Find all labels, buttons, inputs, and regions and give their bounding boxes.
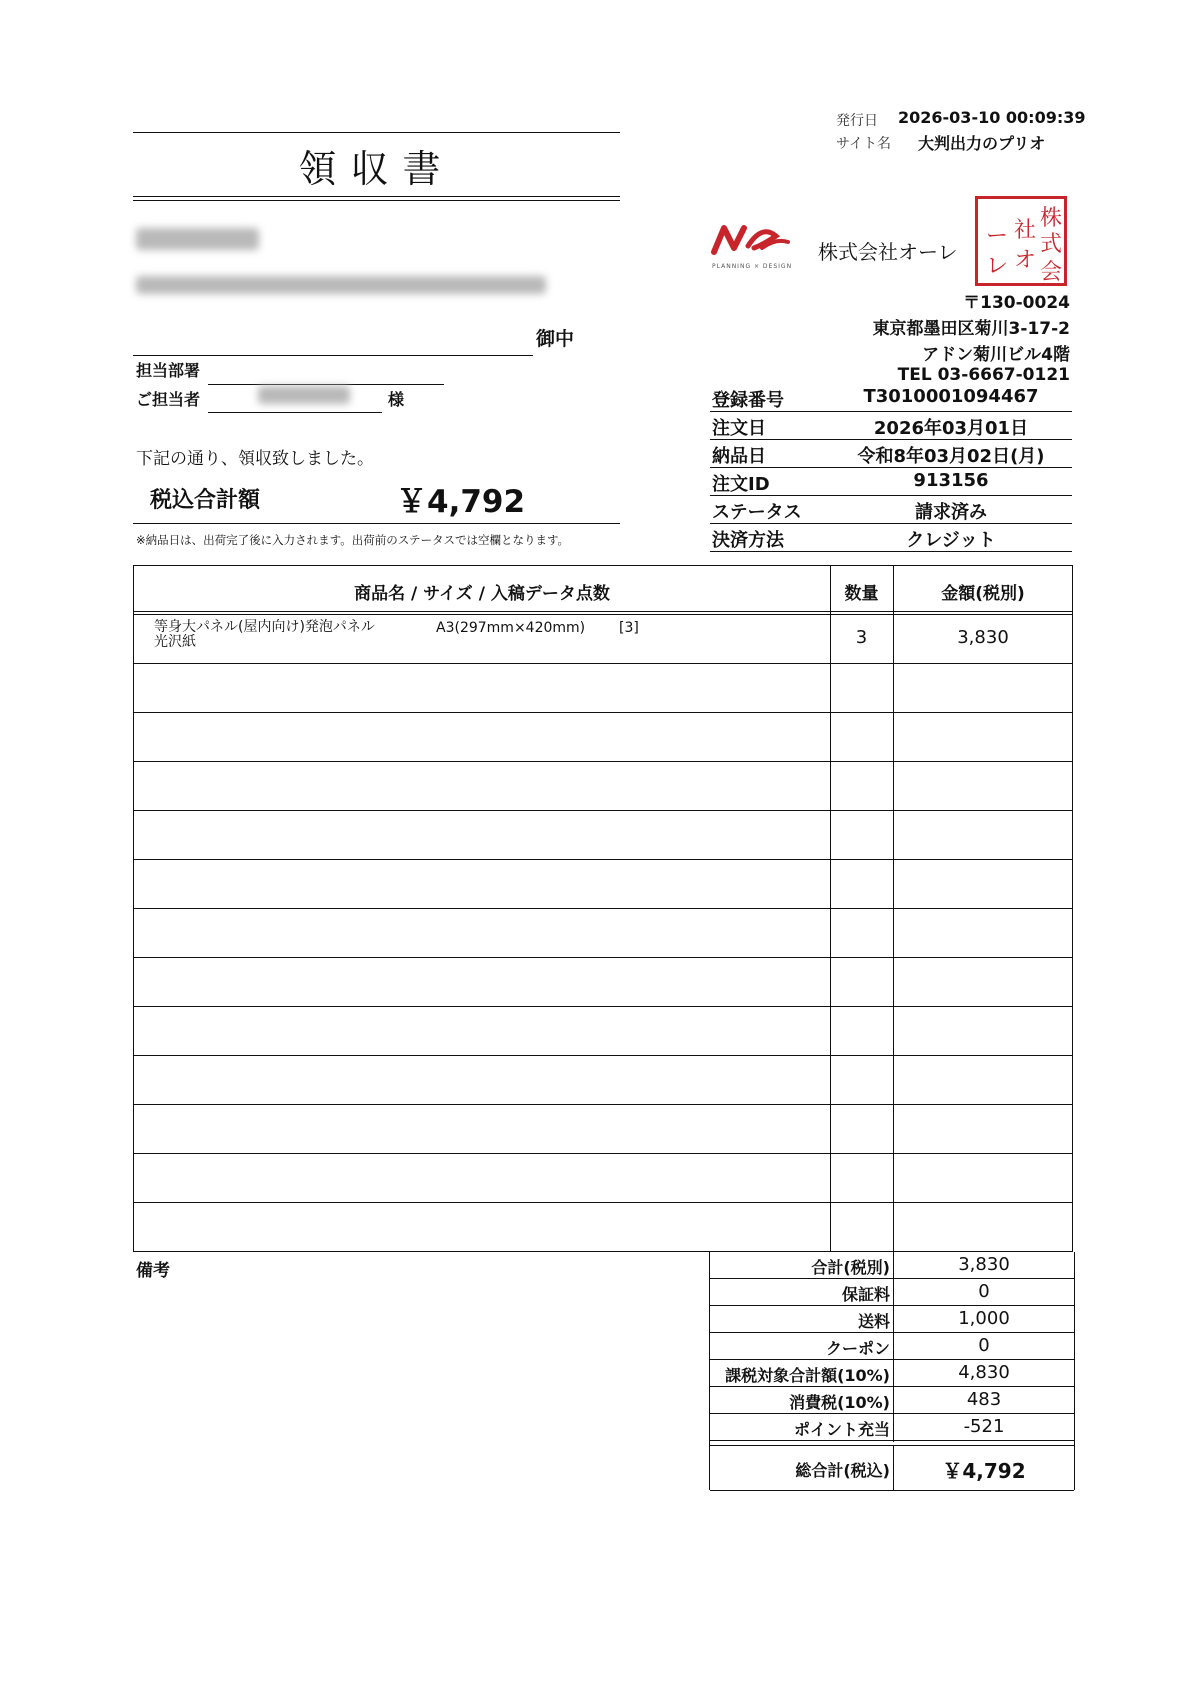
row-separator: [134, 957, 1072, 958]
info-row-order-date: [710, 412, 1072, 440]
totals-row-coupon: [710, 1333, 1074, 1360]
logo-subtext: PLANNING × DESIGN: [712, 263, 793, 270]
totals-row-shipping: [710, 1306, 1074, 1333]
item-amount: 3,830: [957, 627, 1009, 648]
header-item: 商品名 / サイズ / 入稿データ点数: [354, 584, 610, 604]
department-label: 担当部署: [136, 361, 201, 380]
row-separator: [134, 614, 1072, 615]
company-seal: [975, 196, 1067, 286]
row-separator: [134, 663, 1072, 664]
info-label: ステータス: [712, 502, 802, 523]
info-label: 納品日: [712, 446, 766, 467]
info-row-delivery-date: [710, 440, 1072, 468]
totals-value: 483: [966, 1389, 1002, 1410]
totals-row-guarantee: [710, 1279, 1074, 1306]
title-rule-top: [133, 132, 620, 133]
row-separator: [134, 611, 1072, 612]
totals-label: 保証料: [841, 1285, 890, 1304]
totals-label: クーポン: [825, 1339, 890, 1358]
issue-date-label: 発行日: [836, 113, 878, 129]
info-row-registration: [710, 384, 1072, 412]
redacted-person: [258, 386, 350, 404]
info-value: 2026年03月01日: [873, 418, 1029, 439]
totals-label: 課税対象合計額(10%): [725, 1366, 890, 1385]
row-separator: [134, 1202, 1072, 1203]
item-name-line1: 等身大パネル(屋内向け)発泡パネル: [154, 619, 375, 635]
seal-char: 社: [1014, 218, 1037, 243]
item-qty: 3: [855, 627, 868, 648]
remarks-label: 備考: [136, 1261, 170, 1281]
info-row-payment: [710, 524, 1072, 552]
row-separator: [134, 1153, 1072, 1154]
totals-value: 4,830: [958, 1362, 1010, 1383]
company-postal: 〒130-0024: [963, 293, 1070, 313]
seal-char: レ: [986, 254, 1009, 279]
totals-value: -521: [963, 1416, 1005, 1437]
info-value: 請求済み: [915, 502, 987, 523]
row-separator: [134, 761, 1072, 762]
seal-char: 株: [1040, 206, 1063, 231]
totals-value: 3,830: [958, 1254, 1010, 1275]
department-underline: [208, 384, 444, 385]
seal-char: ー: [986, 224, 1009, 249]
row-separator: [134, 859, 1072, 860]
info-value: 令和8年03月02日(月): [857, 446, 1045, 467]
item-name-line2: 光沢紙: [154, 634, 196, 650]
company-address2: アドン菊川ビル4階: [922, 345, 1070, 365]
receipt-text: 下記の通り、領収致しました。: [136, 449, 374, 469]
seal-char: オ: [1014, 248, 1037, 273]
info-label: 登録番号: [712, 390, 784, 411]
totals-label: 合計(税別): [811, 1258, 890, 1277]
person-label: ご担当者: [136, 390, 201, 409]
title-rule-bottom-2: [133, 200, 620, 201]
redacted-address: [136, 276, 546, 294]
honorific-onchu: 御中: [536, 328, 575, 350]
item-size: A3(297mm×420mm): [436, 620, 586, 636]
info-value: T3010001094467: [863, 386, 1039, 407]
row-separator: [134, 1006, 1072, 1007]
totals-label: 消費税(10%): [789, 1393, 890, 1412]
totals-label: 送料: [857, 1312, 890, 1331]
info-value: 913156: [913, 470, 989, 491]
header-qty: 数量: [844, 584, 879, 604]
site-name: 大判出力のプリオ: [918, 134, 1046, 153]
totals-row-subtotal: [710, 1252, 1074, 1279]
person-suffix: 様: [388, 390, 405, 409]
totals-value: 0: [978, 1281, 990, 1302]
total-underline: [133, 523, 620, 524]
company-logo-icon: [710, 218, 798, 264]
company-tel: TEL 03-6667-0121: [897, 365, 1070, 385]
totals-value: 0: [978, 1335, 990, 1356]
totals-table: [709, 1252, 1075, 1490]
grand-total-value: ￥4,792: [942, 1459, 1026, 1483]
title-rule-bottom-1: [133, 196, 620, 197]
totals-value: 1,000: [958, 1308, 1010, 1329]
issue-date: 2026-03-10 00:09:39: [898, 108, 1086, 127]
totals-label: ポイント充当: [793, 1420, 890, 1439]
totals-row-points: [710, 1414, 1074, 1441]
info-label: 決済方法: [712, 530, 784, 551]
person-underline: [208, 412, 382, 413]
row-separator: [134, 1055, 1072, 1056]
row-separator: [134, 810, 1072, 811]
total-amount: ￥4,792: [396, 484, 526, 520]
header-amount: 金額(税別): [941, 584, 1025, 604]
info-row-status: [710, 496, 1072, 524]
row-separator: [134, 1104, 1072, 1105]
totals-row-taxable: [710, 1360, 1074, 1387]
company-name: 株式会社オーレ: [818, 240, 958, 264]
seal-char: 式: [1040, 232, 1063, 257]
items-table: [133, 565, 1073, 1252]
company-address1: 東京都墨田区菊川3-17-2: [872, 319, 1070, 339]
grand-total-row: [710, 1445, 1074, 1491]
grand-total-label: 総合計(税込): [795, 1461, 890, 1480]
row-separator: [134, 712, 1072, 713]
redacted-postal: [136, 228, 259, 250]
totals-row-tax: [710, 1387, 1074, 1414]
recipient-underline: [133, 355, 533, 356]
item-files: [3]: [619, 620, 639, 636]
delivery-note: ※納品日は、出荷完了後に入力されます。出荷前のステータスでは空欄となります。: [136, 533, 570, 547]
info-label: 注文日: [712, 418, 766, 439]
info-row-order-id: [710, 468, 1072, 496]
total-label: 税込合計額: [150, 488, 261, 513]
info-value: クレジット: [906, 530, 996, 551]
page-title: 領収書: [298, 147, 455, 191]
item-name: [154, 620, 375, 650]
seal-char: 会: [1040, 260, 1063, 285]
info-label: 注文ID: [712, 474, 770, 495]
row-separator: [134, 908, 1072, 909]
site-name-label: サイト名: [836, 136, 892, 152]
